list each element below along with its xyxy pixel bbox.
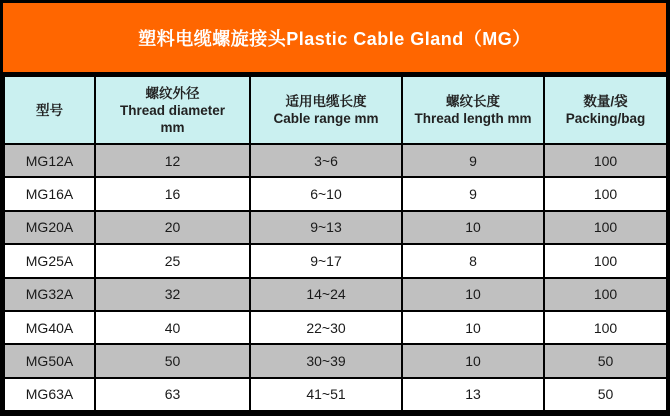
cell-model: MG20A — [4, 211, 95, 244]
column-header-label-zh: 螺纹外径 — [145, 85, 200, 101]
table-row — [4, 278, 667, 311]
spec-table — [3, 75, 668, 412]
cell-cable-range: 14~24 — [250, 278, 402, 311]
cell-cable-range: 41~51 — [250, 378, 402, 411]
table-row — [4, 344, 667, 377]
column-header-label-en: Cable range mm — [273, 111, 379, 126]
cell-thread-length: 13 — [402, 378, 544, 411]
column-header-unit: mm — [160, 119, 185, 135]
cell-thread-diameter: 63 — [95, 378, 250, 411]
column-header-cable-range — [250, 76, 402, 144]
cell-thread-length: 10 — [402, 211, 544, 244]
cell-model: MG63A — [4, 378, 95, 411]
cell-thread-diameter: 20 — [95, 211, 250, 244]
cell-packing: 50 — [544, 344, 667, 377]
cell-thread-length: 10 — [402, 311, 544, 344]
column-header-packing — [544, 76, 667, 144]
cell-thread-diameter: 50 — [95, 344, 250, 377]
cell-model: MG32A — [4, 278, 95, 311]
column-header-thread-diameter — [95, 76, 250, 144]
table-row — [4, 211, 667, 244]
column-header-label-zh: 数量/袋 — [583, 94, 628, 109]
cell-packing: 100 — [544, 144, 667, 177]
cell-thread-length: 8 — [402, 244, 544, 277]
cell-model: MG16A — [4, 177, 95, 210]
column-header-label-en: Thread diameter — [119, 102, 226, 118]
cell-thread-length: 10 — [402, 278, 544, 311]
column-header-model — [4, 76, 95, 144]
cell-cable-range: 30~39 — [250, 344, 402, 377]
column-header-label-zh: 适用电缆长度 — [285, 94, 367, 109]
cell-model: MG25A — [4, 244, 95, 277]
spec-table-header — [4, 76, 667, 144]
page-title: 塑料电缆螺旋接头Plastic Cable Gland（MG） — [138, 28, 531, 49]
cell-packing: 100 — [544, 177, 667, 210]
cell-packing: 100 — [544, 211, 667, 244]
cell-model: MG40A — [4, 311, 95, 344]
cell-cable-range: 22~30 — [250, 311, 402, 344]
cell-thread-length: 9 — [402, 144, 544, 177]
cell-thread-diameter: 32 — [95, 278, 250, 311]
cell-thread-length: 10 — [402, 344, 544, 377]
cell-cable-range: 9~13 — [250, 211, 402, 244]
cell-thread-diameter: 40 — [95, 311, 250, 344]
header-row — [4, 76, 667, 144]
cell-packing: 100 — [544, 244, 667, 277]
cell-model: MG12A — [4, 144, 95, 177]
table-row — [4, 378, 667, 411]
column-header-label-en: Packing/bag — [565, 111, 646, 126]
cell-packing: 100 — [544, 311, 667, 344]
column-header-label: 型号 — [36, 102, 63, 118]
table-row — [4, 144, 667, 177]
table-row — [4, 244, 667, 277]
cell-cable-range: 3~6 — [250, 144, 402, 177]
cell-thread-length: 9 — [402, 177, 544, 210]
cell-model: MG50A — [4, 344, 95, 377]
table-row — [4, 311, 667, 344]
cell-packing: 100 — [544, 278, 667, 311]
column-header-label-zh: 螺纹长度 — [446, 94, 500, 109]
cell-thread-diameter: 25 — [95, 244, 250, 277]
column-header-thread-length — [402, 76, 544, 144]
cell-packing: 50 — [544, 378, 667, 411]
cell-cable-range: 6~10 — [250, 177, 402, 210]
cell-cable-range: 9~17 — [250, 244, 402, 277]
table-row — [4, 177, 667, 210]
cell-thread-diameter: 16 — [95, 177, 250, 210]
column-header-label-en: Thread length mm — [414, 111, 532, 126]
spec-table-body — [4, 144, 667, 411]
cell-thread-diameter: 12 — [95, 144, 250, 177]
title-banner — [3, 3, 666, 75]
